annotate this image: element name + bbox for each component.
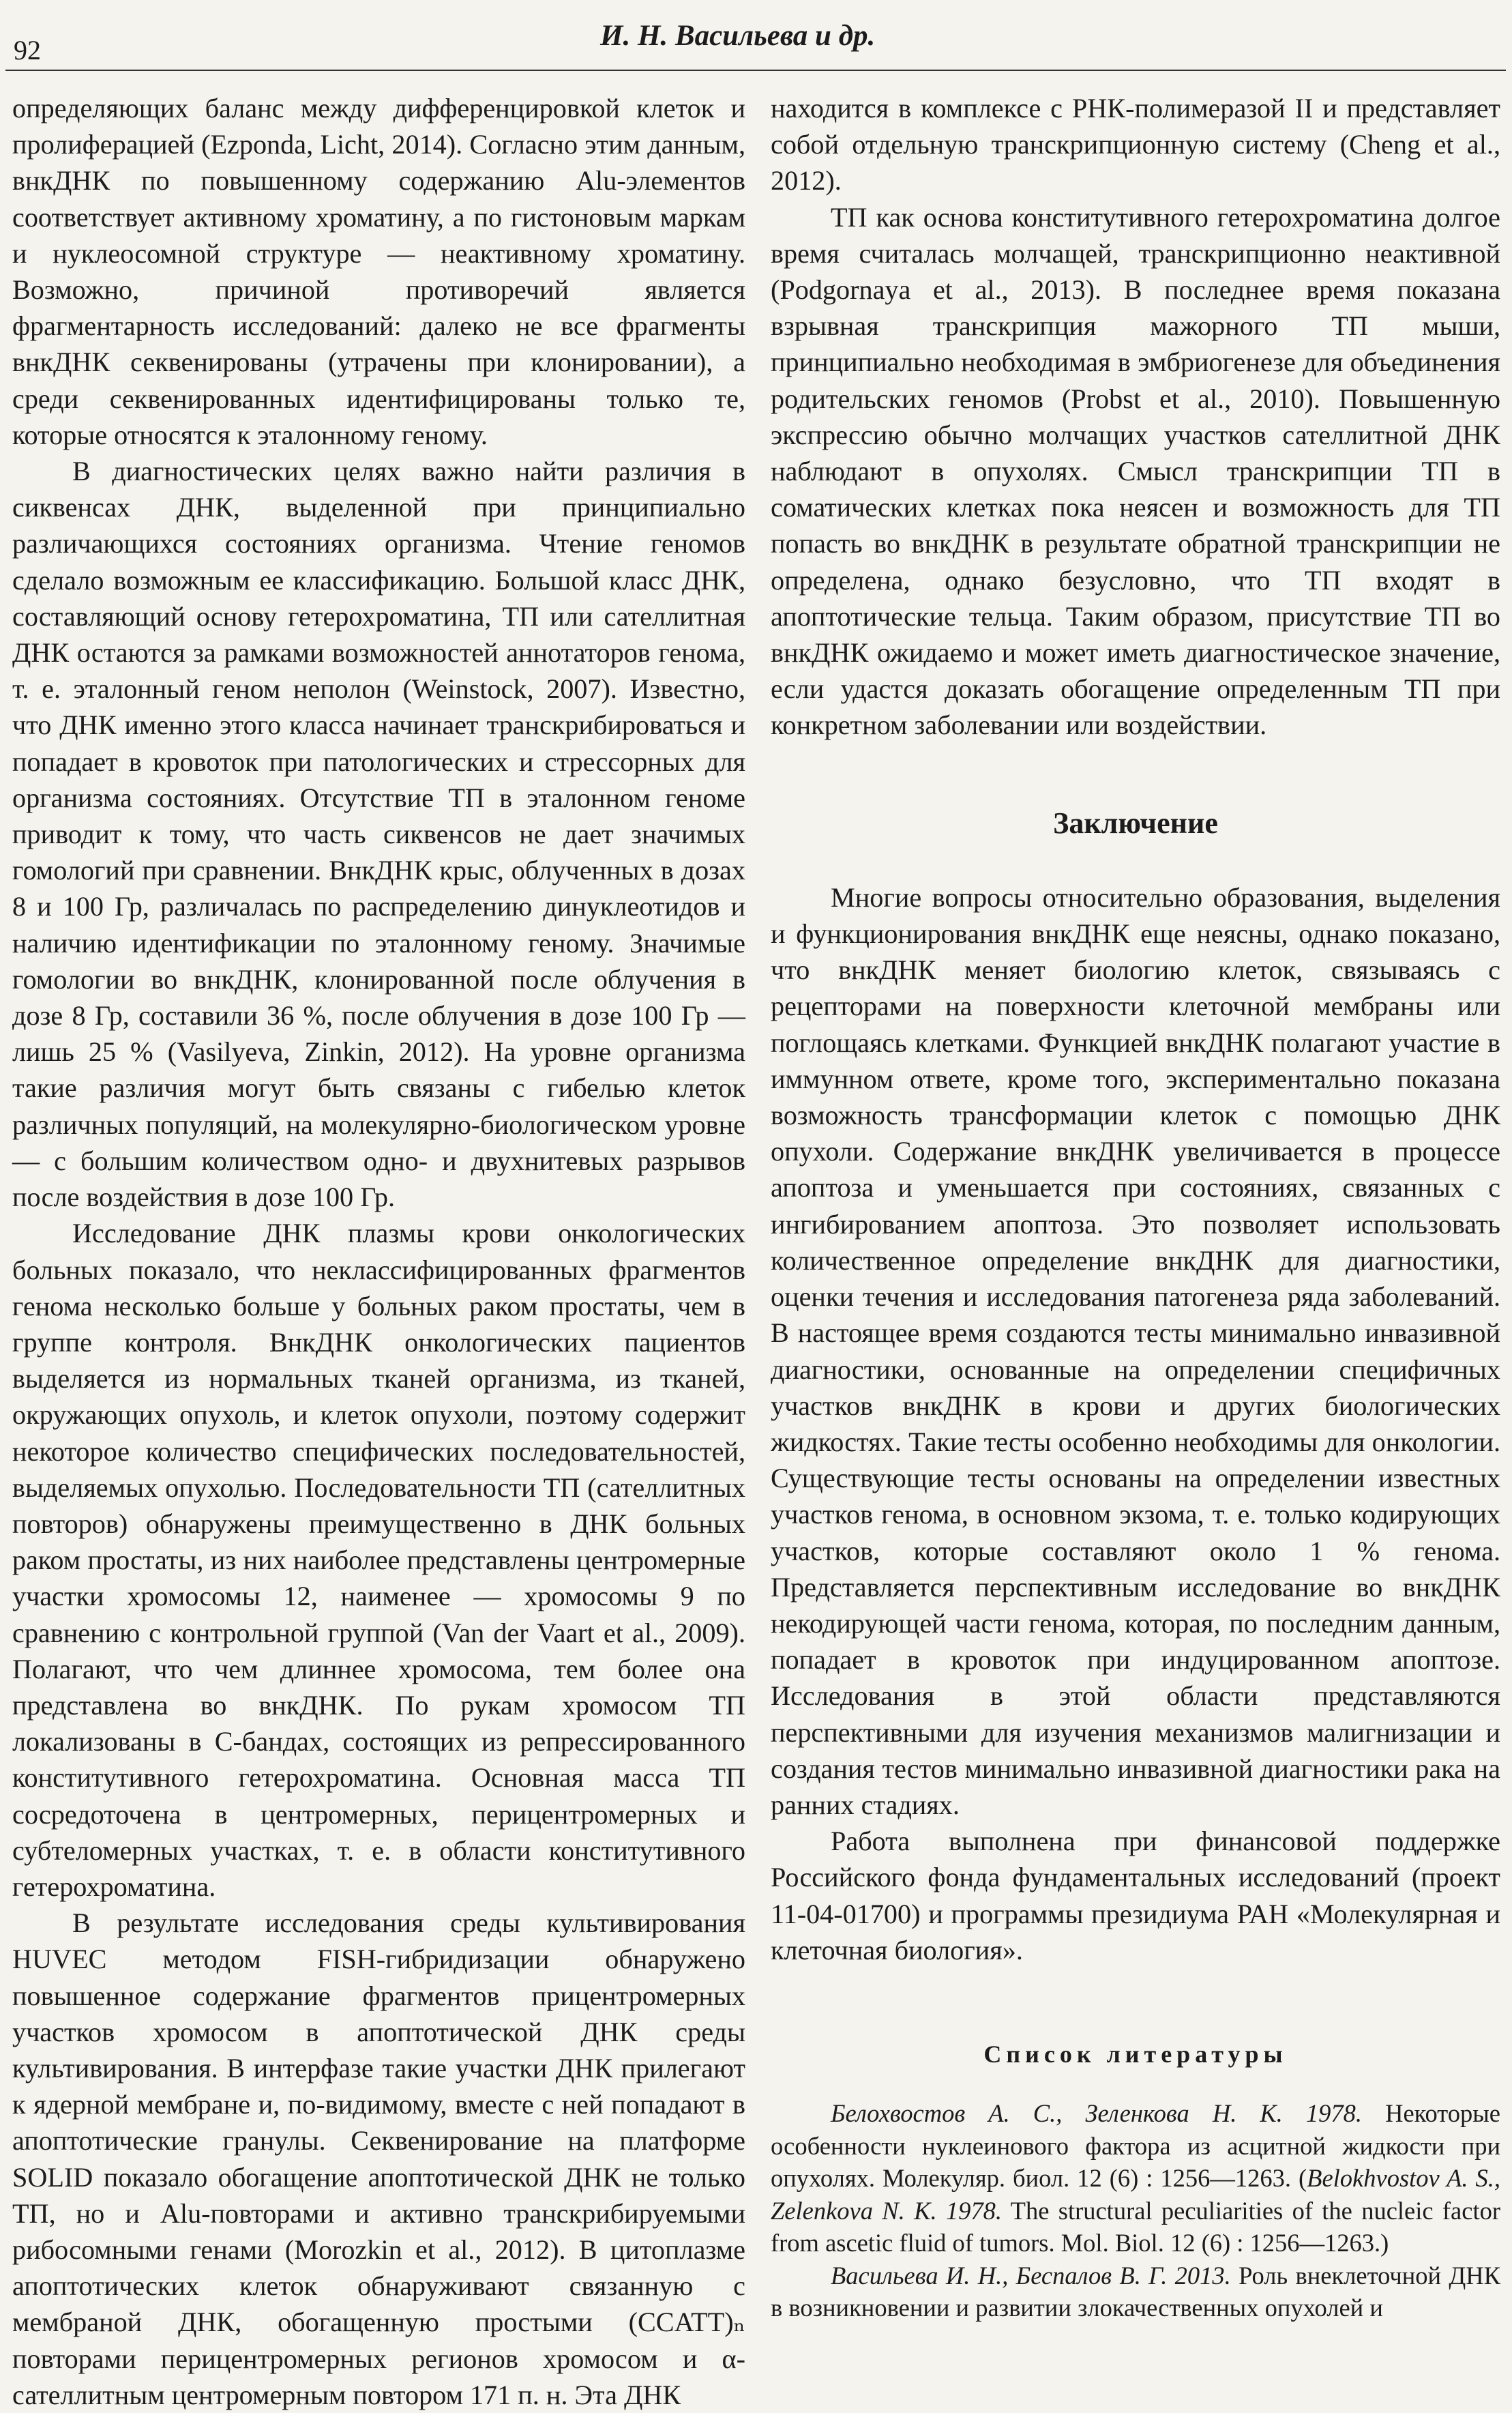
reference-authors-translit: Belokhvostov A. S., Zelenkova N. K. 1978.	[771, 2164, 1500, 2225]
references-heading: Список литературы	[983, 2040, 1288, 2068]
paragraph: В диагностических целях важно найти различия в сиквенсах ДНК, выделенной при принципиально различающихся состояниях организма. Чтение геномов сделало возможным ее классификацию. Большой класс ДНК, составляющий основу гетерохроматина, ТП или сателлитная ДНК остаются за рамками возможностей аннотаторов генома, т. е. эталонный геном неполон (Weinstock, 2007). Известно, что ДНК именно этого класса начинает транскрибироваться и попадает в кровоток при патологических и стрессорных для организма состояниях. Отсутствие ТП в эталонном геноме приводит к тому, что часть сиквенсов не дает значимых гомологий при сравнении. ВнкДНК крыс, облученных в дозах 8 и 100 Гр, различалась по распределению динуклеотидов и наличию идентификации по эталонному геному. Значимые гомологии во внкДНК, клонированной после облучения в дозе 8 Гр, составили 36 %, после облучения в дозе 100 Гр — лишь 25 % (Vasilyeva, Zinkin, 2012). На уровне организма такие различия могут быть связаны с гибелью клеток различных популяций, на молекулярно-биологическом уровне — с большим количеством одно- и двухнитевых разрывов после воздействия в дозе 100 Гр.	[12, 456, 745, 1213]
reference-item	[771, 2097, 1500, 2260]
left-column	[12, 90, 745, 2413]
page-number: 92	[14, 35, 41, 65]
reference-authors: Васильева И. Н., Беспалов В. Г. 2013.	[831, 2261, 1231, 2290]
reference-text-translit: The structural peculiarities of the nucleic factor from ascetic fluid of tumors. Mol. Biol. 12 (6) : 1256—1263.)	[771, 2196, 1500, 2257]
conclusion-heading: Заключение	[1053, 806, 1218, 840]
reference-authors: Белохвостов А. С., Зеленкова Н. К. 1978.	[831, 2099, 1362, 2128]
paragraph: Исследование ДНК плазмы крови онкологических больных показало, что неклассифицированных фрагментов генома несколько больше у больных раком простаты, чем в группе контроля. ВнкДНК онкологических пациентов выделяется из нормальных тканей организма, из тканей, окружающих опухоль, и клеток опухоли, поэтому содержит некоторое количество специфических последовательностей, выделяемых опухолью. Последовательности ТП (сателлитных повторов) обнаружены преимущественно в ДНК больных раком простаты, из них наиболее представлены центромерные участки хромосомы 12, наименее — хромосомы 9 по сравнению с контрольной группой (Van der Vaart et al., 2009). Полагают, что чем длиннее хромосома, тем более она представлена во внкДНК. По рукам хромосом ТП локализованы в C-бандах, состоящих из репрессированного конститутивного гетерохроматина. Основная масса ТП сосредоточена в центромерных, перицентромерных и субтеломерных участках, т. е. в области конститутивного гетерохроматина.	[12, 1218, 745, 1902]
reference-text: Роль внеклеточной ДНК в возникновении и развитии злокачественных опухолей и	[771, 2261, 1501, 2322]
paragraph: находится в комплексе с РНК-полимеразой II и представляет собой отдельную транскрипционную систему (Cheng et al., 2012).	[771, 93, 1500, 196]
reference-text: Некоторые особенности нуклеинового фактора из асцитной жидкости при опухолях. Молекуляр. биол. 12 (6) : 1256—1263. (	[771, 2099, 1500, 2193]
right-column	[771, 90, 1500, 2324]
paragraph: определяющих баланс между дифференцировкой клеток и пролиферацией (Ezponda, Licht, 2014). Согласно этим данным, внкДНК по повышенному содержанию Alu-элементов соответствует активному хроматину, а по гистоновым маркам и нуклеосомной структуре — неактивному хроматину. Возможно, причиной противоречий является фрагментарность исследований: далеко не все фрагменты внкДНК секвенированы (утрачены при клонировании), а среди секвенированных идентифицированы только те, которые относятся к эталонному геному.	[12, 93, 745, 450]
paragraph: Многие вопросы относительно образования, выделения и функционирования внкДНК еще неясны, однако показано, что внкДНК меняет биологию клеток, связываясь с рецепторами на поверхности клеточной мембраны или поглощаясь клетками. Функцией внкДНК полагают участие в иммунном ответе, кроме того, экспериментально показана возможность трансформации клеток с помощью ДНК опухоли. Содержание внкДНК увеличивается в процессе апоптоза и уменьшается при состояниях, связанных с ингибированием апоптоза. Это позволяет использовать количественное определение внкДНК для диагностики, оценки течения и исследования патогенеза ряда заболеваний. В настоящее время создаются тесты минимально инвазивной диагностики, основанные на определении специфичных участков внкДНК в крови и других биологических жидкостях. Такие тесты особенно необходимы для онкологии. Существующие тесты основаны на определении известных участков генома, в основном экзома, т. е. только кодирующих участков, которые составляют около 1 % генома. Представляется перспективным исследование во внкДНК некодирующей части генома, которая, по последним данным, попадает в кровоток при индуцированном апоптозе. Исследования в этой области представляются перспективными для изучения механизмов малигнизации и создания тестов минимально инвазивной диагностики рака на ранних стадиях.	[771, 881, 1500, 1820]
header-rule	[5, 70, 1506, 71]
acknowledgement: Работа выполнена при финансовой поддержке Российского фонда фундаментальных исследований (проект 11-04-01700) и программы президиума РАН «Молекулярная и клеточная биология».	[771, 1826, 1500, 1965]
running-head: И. Н. Васильева и др.	[600, 20, 876, 52]
reference-item	[771, 2260, 1500, 2324]
paragraph: В результате исследования среды культивирования HUVEC методом FISH-гибридизации обнаружено повышенное содержание фрагментов прицентромерных участков хромосом в апоптотической ДНК среды культивирования. В интерфазе такие участки ДНК прилегают к ядерной мембране и, по-видимому, вместе с ней попадают в апоптотические гранулы. Секвенирование на платформе SOLID показало обогащение апоптотической ДНК не только ТП, но и Alu-повторами и активно транскрибируемыми рибосомными генами (Morozkin et al., 2012). В цитоплазме апоптотических клеток обнаруживают связанную с мембраной ДНК, обогащенную простыми (CCATT)ₙ повторами перицентромерных регионов хромосом и α-сателлитным центромерным повтором 171 п. н. Эта ДНК	[12, 1907, 745, 2410]
references-list	[771, 2097, 1500, 2324]
paragraph: ТП как основа конститутивного гетерохроматина долгое время считалась молчащей, транскрипционно неактивной (Podgornaya et al., 2013). В последнее время показана взрывная транскрипция мажорного ТП мыши, принципиально необходимая в эмбриогенезе для объединения родительских геномов (Probst et al., 2010). Повышенную экспрессию обычно молчащих участков сателлитной ДНК наблюдают в опухолях. Смысл транскрипции ТП в соматических клетках пока неясен и возможность для ТП попасть во внкДНК в результате обратной транскрипции не определена, однако безусловно, что ТП входят в апоптотические тельца. Таким образом, присутствие ТП во внкДНК ожидаемо и может иметь диагностическое значение, если удастся доказать обогащение определенным ТП при конкретном заболевании или воздействии.	[771, 201, 1500, 741]
